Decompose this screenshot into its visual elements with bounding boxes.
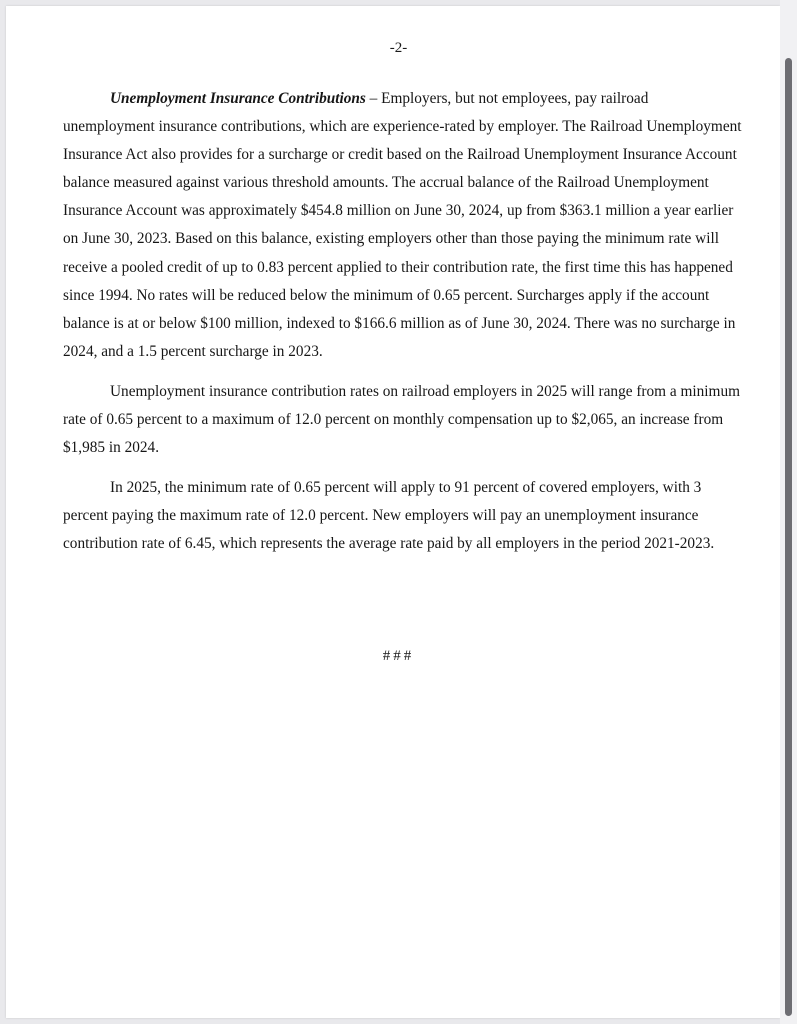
- paragraph-minimum-rate-coverage: In 2025, the minimum rate of 0.65 percent will apply to 91 percent of covered employers, with 3 percent paying the maximum rate of 12.0 percent. New employers will pay an unemployment insurance contribution rate of 6.45, which represents the average rate paid by all employers in the period 2021-2023.: [63, 479, 715, 553]
- paragraph-unemployment-contributions: [63, 85, 743, 366]
- scrollbar-thumb[interactable]: [785, 58, 792, 1016]
- paragraph-text: Employers, but not employees, pay railroad unemployment insurance contributions, which are experience-rated by employer. The Railroad Unemployment Insurance Act also provides for a surcharge or credit based on the Railroad Unemployment Insurance Account balance measured against various threshold amounts. The accrual balance of the Railroad Unemployment Insurance Account was approximately $454.8 million on June 30, 2024, up from $363.1 million a year earlier on June 30, 2023. Based on this balance, existing employers other than those paying the minimum rate will receive a pooled credit of up to 0.83 percent applied to their contribution rate, the first time this has happened since 1994. No rates will be reduced below the minimum of 0.65 percent. Surcharges apply if the account balance is at or below $100 million, indexed to $166.6 million as of June 30, 2024. There was no surcharge in 2024, and a 1.5 percent surcharge in 2023.: [63, 90, 742, 360]
- heading-dash: –: [365, 90, 382, 107]
- scrollbar-track[interactable]: [780, 0, 797, 1024]
- paragraph-heading: Unemployment Insurance Contributions: [110, 90, 366, 107]
- end-of-document-mark: ###: [382, 648, 415, 664]
- document-body: [63, 85, 743, 571]
- paragraph-contribution-rates: Unemployment insurance contribution rates on railroad employers in 2025 will range from a minimum rate of 0.65 percent to a maximum of 12.0 percent on monthly compensation up to $2,065, an increase from $1,985 in 2024.: [63, 382, 740, 457]
- page-number: -2-: [389, 40, 408, 56]
